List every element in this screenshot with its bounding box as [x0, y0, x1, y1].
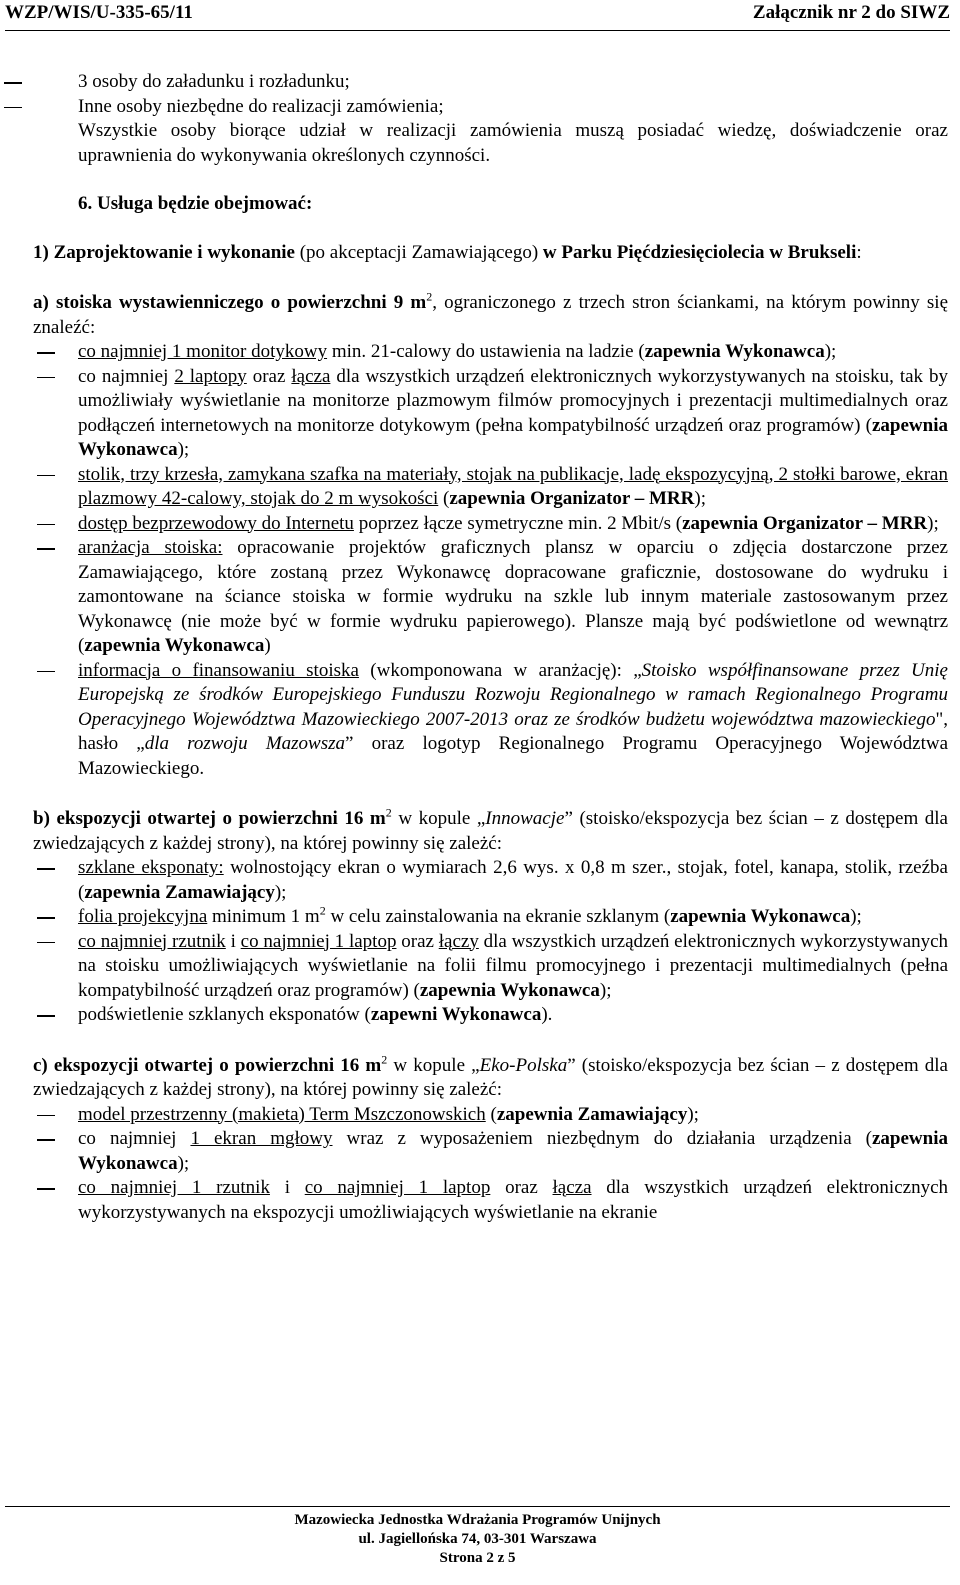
list-item: informacja o finansowaniu stoiska (wkomponowana w aranżację): „Stoisko współfinansowane przez Unię Europejską ze środków Europejskiego Funduszu Rozwoju Regionalnego w ramach Regionalnego Programu Operacyjnego Województwa Mazowieckiego 2007-2013 oraz ze środków budżetu województwa mazowieckiego", hasło „dla rozwoju Mazowsza” oraz logotyp Regionalnego Programu Operacyjnego Województwa Mazowieckiego. [33, 659, 948, 782]
list-item: 3 osoby do załadunku i rozładunku; [0, 70, 948, 95]
subsection-b-lead: b) ekspozycji otwartej o powierzchni 16 $m^2$ w kopule „Innowacje” (stoisko/ekspozycja bez ścian – z dostępem dla zwiedzających z każdej strony), na której powinny się zależć: [33, 805, 948, 854]
subsection-a-list [33, 340, 948, 781]
page-header [5, 0, 950, 31]
list-item: co najmniej 1 rzutnik i co najmniej 1 laptop oraz łącza dla wszystkich urządzeń elektronicznych wykorzystywanych na ekspozycji umożliwiających wyświetlanie na ekranie [33, 1176, 948, 1225]
intro-paragraph: Wszystkie osoby biorące udział w realizacji zamówienia muszą posiadać wiedzę, doświadczenie oraz uprawnienia do wykonywania określonych czynności. [78, 120, 948, 166]
attachment-label: Załącznik nr 2 do SIWZ [752, 2, 950, 23]
subsection-a-lead: a) stoiska wystawienniczego o powierzchni 9 $m^2$, ograniczonego z trzech stron ściankami, na którym powinny się znaleźć: [33, 289, 948, 338]
document-reference: WZP/WIS/U-335-65/11 [5, 2, 193, 23]
list-item: podświetlenie szklanych eksponatów (zapewni Wykonawca). [33, 1003, 948, 1028]
list-item: stolik, trzy krzesła, zamykana szafka na materiały, stojak na publikacje, ladę ekspozycyjną, 2 stołki barowe, ekran plazmowy 42-calowy, stojak do 2 m wysokości (zapewnia Organizator – MRR); [33, 463, 948, 512]
footer-organization: Mazowiecka Jednostka Wdrażania Programów Unijnych [294, 1512, 661, 1528]
footer-address: ul. Jagiellońska 74, 03-301 Warszawa [358, 1531, 597, 1547]
list-item: co najmniej 2 laptopy oraz łącza dla wszystkich urządzeń elektronicznych wykorzystywanych na stoisku, tak by umożliwiały wyświetlanie na monitorze plazmowym filmów promocyjnych i prezentacji multimedialnych oraz podłączeń internetowych na monitorze dotykowym (pełna kompatybilność urządzeń oraz programów) (zapewnia Wykonawca); [33, 365, 948, 463]
list-item: szklane eksponaty: wolnostojący ekran o wymiarach 2,6 wys. x 0,8 m szer., stojak, fotel, kanapa, stolik, rzeźba (zapewnia Zamawiający); [33, 856, 948, 905]
subsection-b-list [33, 856, 948, 1028]
list-item: co najmniej 1 monitor dotykowy min. 21-calowy do ustawienia na ladzie (zapewnia Wykonawca); [33, 340, 948, 365]
page-number: Strona 2 z 5 [439, 1550, 516, 1566]
list-item: dostęp bezprzewodowy do Internetu poprzez łącze symetryczne min. 2 Mbit/s (zapewnia Organizator – MRR); [33, 512, 948, 537]
intro-list [0, 70, 948, 119]
subsection-c-list [33, 1103, 948, 1226]
subsection-c-lead: c) ekspozycji otwartej o powierzchni 16 $m^2$ w kopule „Eko-Polska” (stoisko/ekspozycja bez ścian – z dostępem dla zwiedzających z każdej strony), na której powinny się zależć: [33, 1052, 948, 1100]
list-item: model przestrzenny (makieta) Term Mszczonowskich (zapewnia Zamawiający); [33, 1103, 948, 1128]
section-heading: 6. Usługa będzie obejmować: [78, 193, 313, 214]
section-paragraph: 1) Zaprojektowanie i wykonanie (po akceptacji Zamawiającego) w Parku Pięćdziesięciolecia w Brukseli: [33, 241, 862, 263]
list-item: co najmniej 1 ekran mgłowy wraz z wyposażeniem niezbędnym do działania urządzenia (zapewnia Wykonawca); [33, 1127, 948, 1176]
list-item: co najmniej rzutnik i co najmniej 1 laptop oraz łączy dla wszystkich urządzeń elektronicznych wykorzystywanych na stoisku umożliwiających wyświetlanie na folii filmu promocyjnego i prezentacji multimedialnych (pełna kompatybilność urządzeń oraz programów) (zapewnia Wykonawca); [33, 930, 948, 1004]
page-footer [5, 1506, 950, 1568]
document-body [33, 70, 948, 1225]
list-item: aranżacja stoiska: opracowanie projektów graficznych plansz w oparciu o zdjęcia dostarczone przez Zamawiającego, które zostaną przez Wykonawcę dopracowane graficznie, dostosowane do wydruku i zamontowane na ściance stoiska w formie wydruku na szkle lub innym materiale zastosowanym przez Wykonawcę (nie może być w formie wydruku papierowego). Plansze mają być podświetlone od wewnątrz (zapewnia Wykonawca) [33, 536, 948, 659]
list-item: Inne osoby niezbędne do realizacji zamówienia; [0, 95, 948, 120]
list-item: folia projekcyjna minimum 1 $m^2$ w celu zainstalowania na ekranie szklanym (zapewnia Wykonawca); [33, 905, 948, 930]
